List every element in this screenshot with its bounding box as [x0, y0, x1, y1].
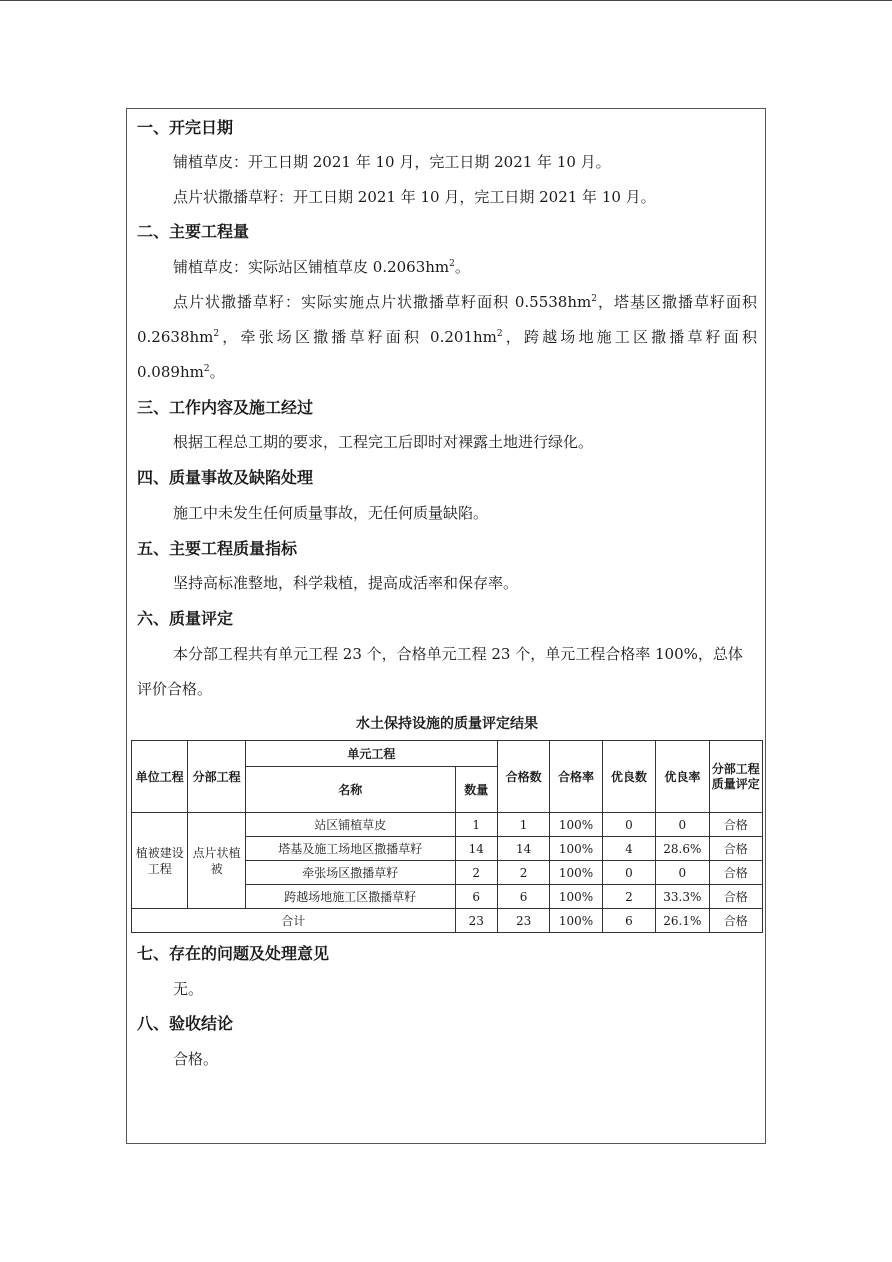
row-name: 牵张场区撒播草籽	[245, 861, 455, 885]
unit-cell: 植被建设工程	[132, 813, 188, 909]
page-top-rule	[0, 0, 892, 1]
row-excellent: 0	[602, 813, 655, 837]
row-result: 合格	[709, 861, 762, 885]
issues-text: 无。	[173, 980, 204, 998]
row-qualified-rate: 100%	[550, 861, 602, 885]
row-count: 1	[455, 813, 497, 837]
total-qualified: 23	[497, 909, 549, 933]
row-qualified-rate: 100%	[550, 885, 602, 909]
row-excellent-rate: 33.3%	[656, 885, 709, 909]
header-unit-engineering: 单元工程	[245, 741, 497, 767]
row-count: 14	[455, 837, 497, 861]
section-heading-quantities: 二、主要工程量	[137, 222, 250, 241]
division-cell: 点片状植被	[188, 813, 245, 909]
conclusion-text: 合格。	[173, 1050, 219, 1068]
section-heading-quality-accidents: 四、质量事故及缺陷处理	[137, 468, 314, 487]
quality-assessment-text: 本分部工程共有单元工程 23 个，合格单元工程 23 个，单元工程合格率 100%，总体评价合格。	[137, 645, 743, 698]
acceptance-form-frame	[126, 108, 766, 1144]
row-excellent: 2	[602, 885, 655, 909]
section-heading-dates: 一、开完日期	[137, 118, 234, 137]
quality-accidents-text: 施工中未发生任何质量事故，无任何质量缺陷。	[173, 504, 489, 522]
row-excellent-rate: 0	[656, 813, 709, 837]
row-result: 合格	[709, 837, 762, 861]
header-division-quality: 分部工程质量评定	[709, 741, 762, 813]
total-result: 合格	[709, 909, 762, 933]
section-heading-issues: 七、存在的问题及处理意见	[137, 944, 330, 963]
row-excellent: 0	[602, 861, 655, 885]
row-qualified: 2	[497, 861, 549, 885]
total-excellent: 6	[602, 909, 655, 933]
section-heading-quality-assessment: 六、质量评定	[137, 609, 234, 628]
row-count: 2	[455, 861, 497, 885]
table-title: 水土保持设施的质量评定结果	[356, 716, 538, 732]
row-qualified: 1	[497, 813, 549, 837]
header-name: 名称	[245, 767, 455, 813]
header-unit: 单位工程	[132, 741, 188, 813]
header-qualified: 合格数	[497, 741, 549, 813]
row-name: 跨越场地施工区撒播草籽	[245, 885, 455, 909]
dates-seeding: 点片状撒播草籽：开工日期 2021 年 10 月，完工日期 2021 年 10 月。	[173, 188, 656, 206]
row-result: 合格	[709, 885, 762, 909]
total-count: 23	[455, 909, 497, 933]
dates-turf: 铺植草皮：开工日期 2021 年 10 月，完工日期 2021 年 10 月。	[173, 153, 611, 171]
header-qualified-rate: 合格率	[550, 741, 602, 813]
row-count: 6	[455, 885, 497, 909]
quantity-turf: 铺植草皮：实际站区铺植草皮 $0.2063hm^2$。	[173, 258, 470, 276]
header-excellent-rate: 优良率	[656, 741, 709, 813]
quality-result-table	[131, 740, 763, 933]
section-heading-conclusion: 八、验收结论	[137, 1014, 234, 1033]
work-content-text: 根据工程总工期的要求，工程完工后即时对裸露土地进行绿化。	[173, 433, 594, 451]
row-result: 合格	[709, 813, 762, 837]
total-label: 合计	[132, 909, 456, 933]
quantity-seeding: 点片状撒播草籽：实际实施点片状撒播草籽面积 $0.5538hm^2$，塔基区撒播草籽面积 $0.2638hm^2$，牵张场区撒播草籽面积 $0.201hm^2$，跨越场地施工区撒播草籽面积 $0.089hm^2$。	[137, 293, 757, 381]
row-qualified-rate: 100%	[550, 837, 602, 861]
row-qualified-rate: 100%	[550, 813, 602, 837]
row-qualified: 6	[497, 885, 549, 909]
row-excellent-rate: 0	[656, 861, 709, 885]
section-heading-work-content: 三、工作内容及施工经过	[137, 398, 314, 417]
section-heading-quality-indicators: 五、主要工程质量指标	[137, 539, 298, 558]
row-excellent-rate: 28.6%	[656, 837, 709, 861]
total-row	[132, 909, 763, 933]
table-row	[132, 813, 763, 837]
row-excellent: 4	[602, 837, 655, 861]
row-name: 塔基及施工场地区撒播草籽	[245, 837, 455, 861]
header-division: 分部工程	[188, 741, 245, 813]
header-count: 数量	[455, 767, 497, 813]
total-excellent-rate: 26.1%	[656, 909, 709, 933]
header-excellent: 优良数	[602, 741, 655, 813]
row-name: 站区铺植草皮	[245, 813, 455, 837]
quality-indicators-text: 坚持高标准整地，科学栽植，提高成活率和保存率。	[173, 574, 519, 592]
row-qualified: 14	[497, 837, 549, 861]
total-qualified-rate: 100%	[550, 909, 602, 933]
